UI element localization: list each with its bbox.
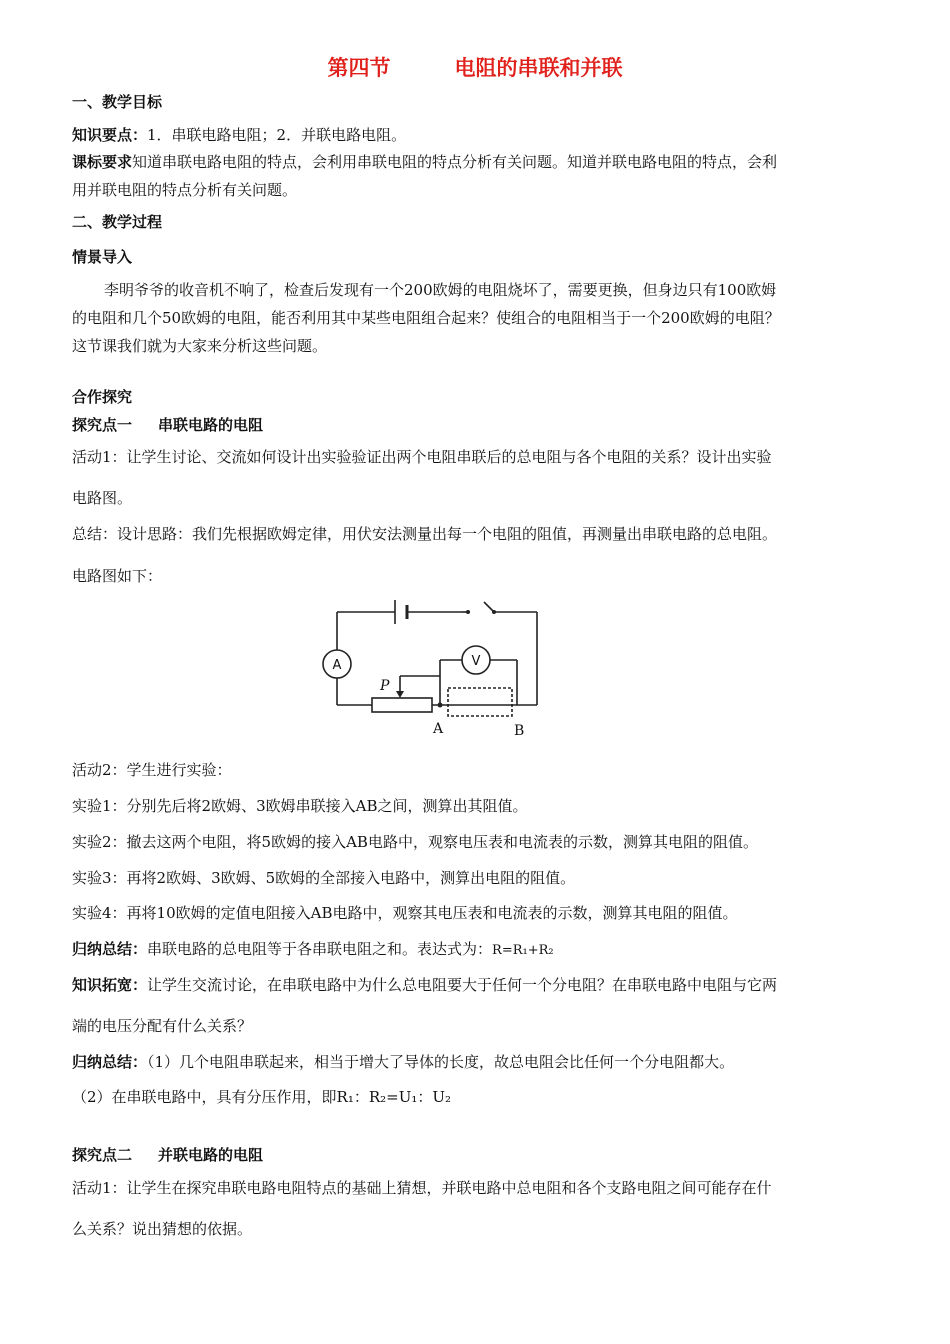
key-points-text: 1．串联电路电阻；2．并联电路电阻。 <box>147 126 407 144</box>
heading-process: 二、教学过程 <box>72 213 163 231</box>
requirements-line-2: 用并联电阻的特点分析有关问题。 <box>72 181 298 199</box>
point2-title: 并联电路的电阻 <box>158 1146 264 1164</box>
junction-a-dot <box>438 703 443 708</box>
diagram-caption: 电路图如下： <box>72 567 163 585</box>
conclusion2-line <box>72 1052 734 1072</box>
heading-cooperation: 合作探究 <box>72 388 133 406</box>
conclusion1-line <box>72 939 554 961</box>
experiment2-line: 实验2：撤去这两个电阻，将5欧姆的接入AB电路中，观察电压表和电流表的示数，测算其电阻的阻值。 <box>72 833 758 851</box>
point-b-label: B <box>514 723 525 739</box>
conclusion1-label: 归纳总结： <box>72 940 148 958</box>
point1-label: 探究点一 <box>72 416 133 434</box>
switch-contact-left <box>466 610 470 614</box>
title-topic: 电阻的串联和并联 <box>454 56 623 80</box>
requirements-label: 课标要求 <box>72 153 133 171</box>
conclusion2-label: 归纳总结： <box>72 1053 148 1071</box>
summary-line: 总结：设计思路：我们先根据欧姆定律，用伏安法测量出每一个电阻的阻值，再测量出串联电路的总电阻。 <box>72 525 778 543</box>
intro-line-3: 这节课我们就为大家来分析这些问题。 <box>72 337 328 355</box>
page-title <box>0 52 950 82</box>
point-a-label: A <box>433 721 444 737</box>
voltmeter-label: V <box>471 654 481 669</box>
intro-line-1: 李明爷爷的收音机不响了，检查后发现有一个200欧姆的电阻烧坏了，需要更换，但身边只有100欧姆 <box>104 281 777 299</box>
point2-activity1-line-1: 活动1：让学生在探究串联电路电阻特点的基础上猜想，并联电路中总电阻和各个支路电阻之间可能存在什 <box>72 1179 772 1197</box>
ab-dashed-box <box>448 688 512 716</box>
point1-heading <box>72 415 263 435</box>
extension-line-1 <box>72 975 777 995</box>
switch-contact-right <box>492 610 496 614</box>
requirements-text-1: 知道串联电路电阻的特点，会利用串联电阻的特点分析有关问题。知道并联电路电阻的特点，会利 <box>132 153 778 171</box>
intro-line-2: 的电阻和几个50欧姆的电阻，能否利用其中某些电阻组合起来？使组合的电阻相当于一个200欧姆的电阻？ <box>72 309 780 327</box>
switch-lever <box>484 602 494 612</box>
activity1-line-1: 活动1：让学生讨论、交流如何设计出实验验证出两个电阻串联后的总电阻与各个电阻的关系？设计出实验 <box>72 448 772 466</box>
conclusion2-text: （1）几个电阻串联起来，相当于增大了导体的长度，故总电阻会比任何一个分电阻都大。 <box>147 1053 735 1071</box>
extension-text-1: 让学生交流讨论，在串联电路中为什么总电阻要大于任何一个分电阻？在串联电路中电阻与它两 <box>147 976 778 994</box>
conclusion2-line-2: （2）在串联电路中，具有分压作用，即R₁：R₂=U₁：U₂ <box>72 1088 452 1106</box>
slider-arrow <box>396 691 404 698</box>
heading-intro: 情景导入 <box>72 248 133 266</box>
point1-title: 串联电路的电阻 <box>158 416 264 434</box>
extension-line-2: 端的电压分配有什么关系？ <box>72 1017 253 1035</box>
title-section: 第四节 <box>327 56 391 80</box>
experiment4-line: 实验4：再将10欧姆的定值电阻接入AB电路中，观察其电压表和电流表的示数，测算其电阻的阻值。 <box>72 904 738 922</box>
activity2-line: 活动2：学生进行实验： <box>72 761 232 779</box>
point2-label: 探究点二 <box>72 1146 133 1164</box>
point2-heading <box>72 1145 263 1165</box>
requirements-line-1 <box>72 152 777 172</box>
conclusion1-formula: R=R₁+R₂ <box>492 943 554 958</box>
activity1-line-2: 电路图。 <box>72 489 133 507</box>
circuit-diagram <box>312 594 542 744</box>
experiment1-line: 实验1：分别先后将2欧姆、3欧姆串联接入AB之间，测算出其阻值。 <box>72 797 528 815</box>
heading-objectives: 一、教学目标 <box>72 93 163 111</box>
experiment3-line: 实验3：再将2欧姆、3欧姆、5欧姆的全部接入电路中，测算出电阻的阻值。 <box>72 869 576 887</box>
conclusion1-text: 串联电路的总电阻等于各串联电阻之和。表达式为： <box>147 940 493 958</box>
rheostat-body <box>372 698 432 712</box>
slider-label: P <box>380 678 390 694</box>
point2-activity1-line-2: 么关系？说出猜想的依据。 <box>72 1220 253 1238</box>
ammeter-label: A <box>332 658 342 673</box>
key-points-line <box>72 125 406 145</box>
key-points-label: 知识要点： <box>72 126 148 144</box>
extension-label: 知识拓宽： <box>72 976 148 994</box>
